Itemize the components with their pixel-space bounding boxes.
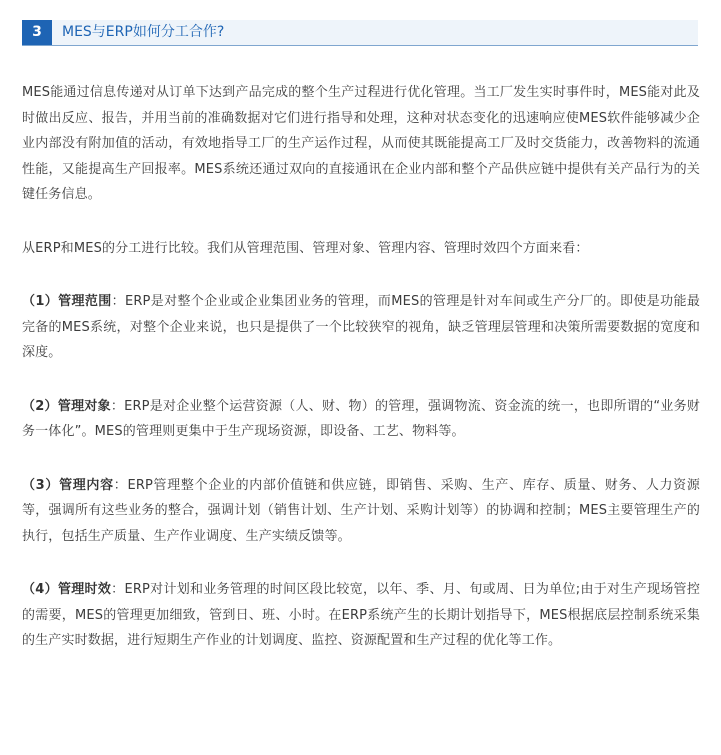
point-label: 管理时效 bbox=[57, 582, 112, 597]
point-management-content bbox=[22, 473, 700, 550]
point-text: ERP是对整个企业或企业集团业务的管理，而MES的管理是针对车间或生产分厂的。即使是功能最完备的MES系统，对整个企业来说，也只是提供了一个比较狭窄的视角，缺乏管理层管理和决策所需要数据的宽度和深度。 bbox=[22, 294, 700, 360]
compare-paragraph: 从ERP和MES的分工进行比较。我们从管理范围、管理对象、管理内容、管理时效四个方面来看： bbox=[22, 240, 589, 256]
point-number: （1） bbox=[22, 294, 59, 309]
point-text: ERP是对企业整个运营资源（人、财、物）的管理，强调物流、资金流的统一，也即所谓的“业务财务一体化”。MES的管理则更集中于生产现场资源，即设备、工艺、物料等。 bbox=[22, 398, 700, 439]
intro-paragraph: MES能通过信息传递对从订单下达到产品完成的整个生产过程进行优化管理。当工厂发生实时事件时，MES能对此及时做出反应、报告，并用当前的准确数据对它们进行指导和处理，这种对状态变化的迅速响应使MES软件能够减少企业内部没有附加值的活动，有效地指导工厂的生产运作过程，从而使其既能提高工厂及时交货能力，改善物料的流通性能，又能提高生产回报率。MES系统还通过双向的直接通讯在企业内部和整个产品供应链中提供有关产品行为的关键任务信息。 bbox=[22, 85, 700, 202]
section-title: MES与ERP如何分工合作? bbox=[62, 24, 225, 40]
section-number-badge: 3 bbox=[22, 20, 52, 45]
point-separator: ： bbox=[113, 477, 128, 493]
point-management-scope bbox=[22, 289, 700, 366]
point-separator: ： bbox=[111, 294, 125, 309]
point-label: 管理对象 bbox=[57, 398, 111, 414]
point-management-timeliness bbox=[22, 577, 700, 654]
point-number: （2） bbox=[22, 398, 58, 414]
article-body bbox=[22, 80, 700, 682]
point-separator: ： bbox=[110, 398, 125, 414]
point-number: （4） bbox=[22, 582, 58, 597]
point-management-object bbox=[22, 394, 700, 445]
point-number: （3） bbox=[22, 477, 60, 493]
point-text: ERP对计划和业务管理的时间区段比较宽，以年、季、月、旬或周、日为单位;由于对生产现场管控的需要，MES的管理更加细致，管到日、班、小时。在ERP系统产生的长期计划指导下，MES根据底层控制系统采集的生产实时数据，进行短期生产作业的计划调度、监控、资源配置和生产过程的优化等工作。 bbox=[22, 582, 700, 648]
section-header bbox=[22, 20, 698, 46]
point-text: ERP管理整个企业的内部价值链和供应链，即销售、采购、生产、库存、质量、财务、人力资源等，强调所有这些业务的整合，强调计划（销售计划、生产计划、采购计划等）的协调和控制；MES主要管理生产的执行，包括生产质量、生产作业调度、生产实绩反馈等。 bbox=[22, 477, 700, 544]
point-label: 管理内容 bbox=[59, 477, 114, 493]
point-separator: ： bbox=[111, 582, 125, 597]
point-label: 管理范围 bbox=[58, 294, 112, 309]
